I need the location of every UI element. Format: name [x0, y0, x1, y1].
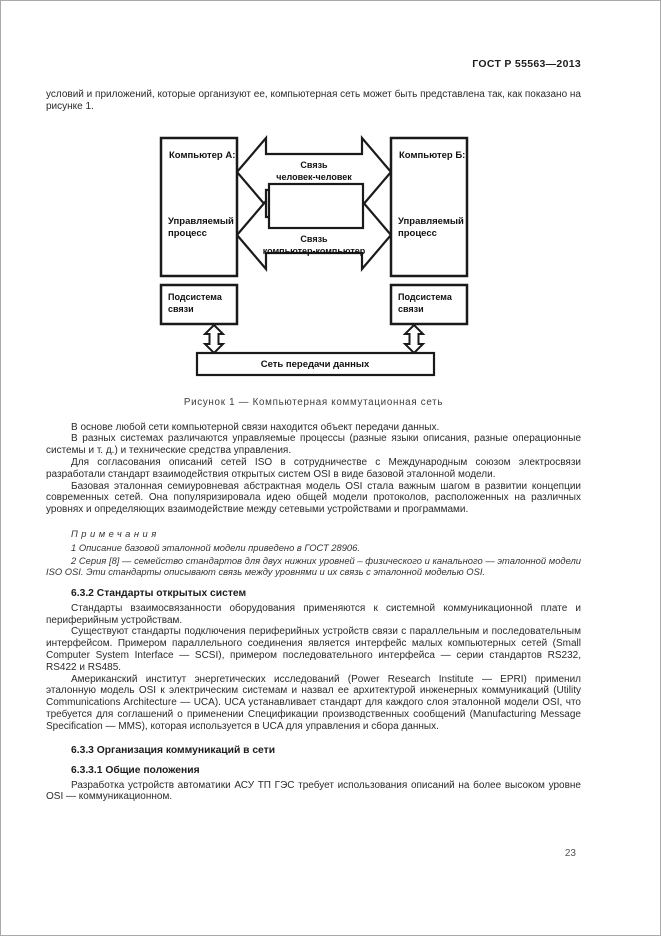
subsystem-a-label-line2: связи: [168, 303, 194, 314]
vertical-arrow-b-icon: [405, 325, 423, 353]
body-paragraph: Для согласования описаний сетей ISO в сотрудничестве с Международным союзом электросвязи разработали стандарт взаимодействия открытых систем OSI в виде базовой эталонной модели.: [46, 456, 581, 480]
page-header: ГОСТ Р 55563—2013: [472, 58, 581, 70]
section-heading-6331: 6.3.3.1 Общие положения: [71, 764, 200, 776]
human-link-label-line2: человек-человек: [276, 171, 352, 182]
managed-process-a-label-line1: Управляемый: [168, 215, 234, 227]
managed-process-a-label-line2: процесс: [168, 227, 207, 239]
body-paragraph: Американский институт энергетических исследований (Power Research Institute — EPRI) применил эталонную модель OSI к электрическим системам и назвал ее архитектурой инженерных коммуникаций (Utility Communications Architecture — UCA). UCA устанавливает стандарт для каждого слоя эталонной модели OSI, что требуется для соглашений о применении Спецификации производственных сообщений (Manufacturing Message Specification — MMS), которая используется в UCA для управления и сбора данных.: [46, 673, 581, 732]
managed-process-b-label-line1: Управляемый: [398, 215, 464, 227]
body-paragraph: В основе любой сети компьютерной связи находится объект передачи данных.: [71, 421, 440, 433]
network-label: Сеть передачи данных: [260, 358, 370, 370]
vertical-arrow-a-icon: [205, 325, 223, 353]
body-paragraph: Базовая эталонная семиуровневая абстрактная модель OSI стала важным шагом в развитии концепции современных сетей. Она популяризировала идею общей модели протоколов, расположенных на различных уровнях и определяющих взаимодействие между сетевыми устройствами и программами.: [46, 480, 581, 516]
computer-a-label: Компьютер А:: [169, 149, 236, 161]
subsystem-b-label-line2: связи: [398, 303, 424, 314]
body-paragraph: Существуют стандарты подключения периферийных устройств связи с параллельным и последовательным интерфейсом. Примером параллельного соединения является интерфейс малых компьютерных сетей (Small Computer System Interface — SCSI), примером последовательного интерфейса — серии стандартов RS232, RS422 и RS485.: [46, 626, 581, 673]
subsystem-a-label-line1: Подсистема: [168, 291, 222, 302]
network-diagram-svg: [151, 132, 511, 377]
subsystem-b-label-line1: Подсистема: [398, 291, 452, 302]
body-paragraph: Разработка устройств автоматики АСУ ТП ГЭС требует использования описаний на более высоком уровне OSI — коммуникационном.: [46, 779, 581, 803]
computer-link-label-line2: компьютер-компьютер: [262, 245, 366, 256]
figure-caption: Рисунок 1 — Компьютерная коммутационная сеть: [183, 396, 444, 408]
message-box: [269, 184, 363, 228]
body-paragraph: В разных системах различаются управляемые процессы (разные языки описания, разные операционные системы и т. д.) и технические средства управления.: [46, 433, 581, 457]
human-link-label-line1: Связь: [300, 159, 328, 170]
page-number: 23: [564, 848, 576, 859]
section-heading-632: 6.3.2 Стандарты открытых систем: [71, 587, 247, 599]
computer-link-label-line1: Связь: [300, 233, 328, 244]
section-heading-633: 6.3.3 Организация коммуникаций в сети: [71, 744, 276, 756]
body-paragraph: Стандарты взаимосвязанности оборудования применяются к системной коммуникационной плате и периферийным устройствам.: [46, 602, 581, 626]
intro-paragraph: условий и приложений, которые организуют ее, компьютерная сеть может быть представлена так, как показано на рисунке 1.: [46, 89, 581, 112]
computer-b-label: Компьютер Б:: [399, 149, 466, 161]
notes-title: Примечания: [71, 527, 160, 539]
note-item: 1 Описание базовой эталонной модели приведено в ГОСТ 28906.: [71, 541, 360, 553]
managed-process-b-label-line2: процесс: [398, 227, 437, 239]
figure-diagram: [151, 132, 511, 377]
note-item: 2 Серия [8] — семейство стандартов для двух нижних уровней – физического и канального — эталонной модели ISO OSI. Эти стандарты описывают связь между уровнями и их связь с эталонной моделью OSI.: [46, 554, 581, 578]
notes-section: [46, 528, 581, 578]
